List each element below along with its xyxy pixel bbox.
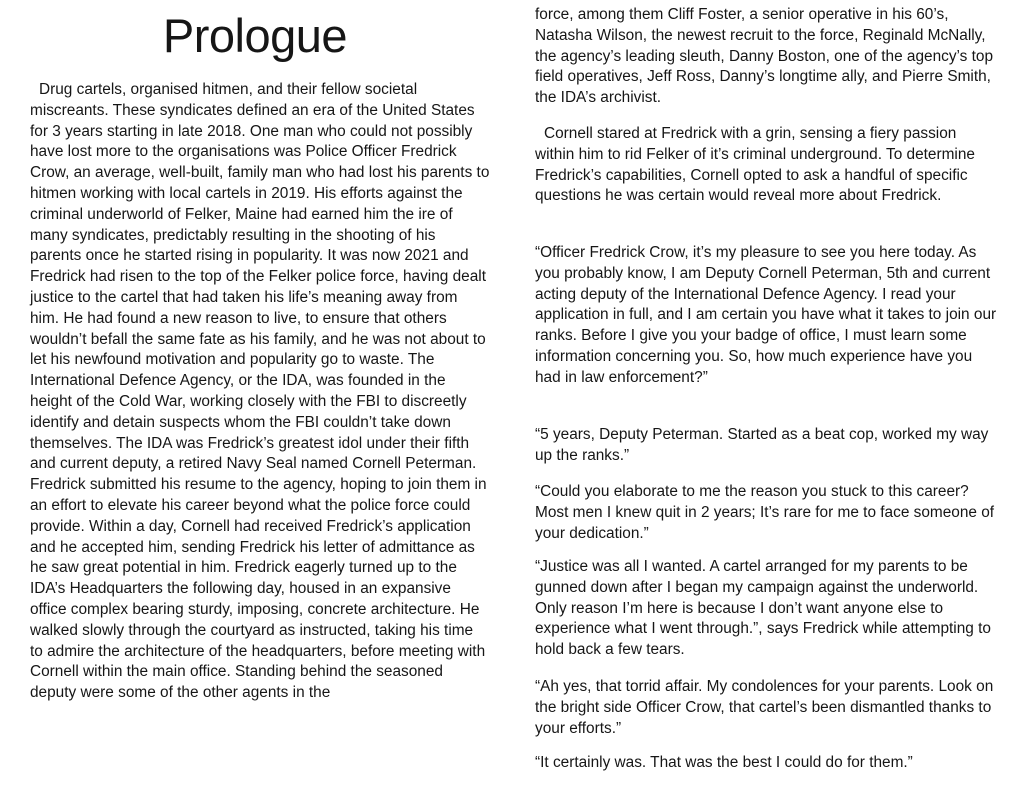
page-title: Prologue bbox=[162, 9, 348, 62]
dialogue-paragraph: “Justice was all I wanted. A cartel arranged for my parents to be gunned down after I began my campaign against the underworld. Only reason I’m here is because I don’t want anyone else to experience what I went through.”, says Fredrick while attempting to hold back a few tears. bbox=[535, 558, 991, 659]
cornell-paragraph: Cornell stared at Fredrick with a grin, sensing a fiery passion within him to rid Felker of it’s criminal underground. To determine Fredrick’s capabilities, Cornell opted to ask a handful of specific questions he was certain would reveal more about Fredrick. bbox=[535, 125, 975, 205]
dialogue-paragraph: “Ah yes, that torrid affair. My condolences for your parents. Look on the bright side Officer Crow, that cartel’s been dismantled thanks to your efforts.” bbox=[535, 678, 994, 737]
dialogue-paragraph: “5 years, Deputy Peterman. Started as a beat cop, worked my way up the ranks.” bbox=[535, 426, 989, 464]
dialogue-paragraph: “It certainly was. That was the best I could do for them.” bbox=[535, 754, 913, 771]
dialogue-paragraph: “Officer Fredrick Crow, it’s my pleasure to see you here today. As you probably know, I am Deputy Cornell Peterman, 5th and current acting deputy of the International Defence Agency. I read your application in full, and I am certain you have what it takes to join our ranks. Before I give you your badge of office, I must learn some information concerning you. So, how much experience have you had in law enforcement?” bbox=[535, 244, 997, 386]
agents-paragraph: force, among them Cliff Foster, a senior operative in his 60’s, Natasha Wilson, the newest recruit to the force, Reginald McNally, the agency’s leading sleuth, Danny Boston, one of the agency’s top field operatives, Jeff Ross, Danny’s longtime ally, and Pierre Smith, the IDA’s archivist. bbox=[535, 6, 994, 107]
prologue-paragraph: Drug cartels, organised hitmen, and their fellow societal miscreants. These syndicates defined an era of the United States for 3 years starting in late 2018. One man who could not possibly have lost more to the organisations was Police Officer Fredrick Crow, an average, well-built, family man who had lost his parents to hitmen working with local cartels in 2019. His efforts against the criminal underworld of Felker, Maine had earned him the ire of many syndicates, predictably resulting in the shooting of his parents once he started rising in popularity. It was now 2021 and Fredrick had risen to the top of the Felker police force, having dealt justice to the cartel that had taken his life’s meaning away from him. He had found a new reason to live, to ensure that others wouldn’t befall the same fate as his family, and he was not about to let his newfound motivation and popularity go to waste. The International Defence Agency, or the IDA, was founded in the height of the Cold War, working closely with the FBI to discreetly identify and detain suspects whom the FBI couldn’t take down themselves. The IDA was Fredrick’s greatest idol under their fifth and current deputy, a retired Navy Seal named Cornell Peterman. Fredrick submitted his resume to the agency, hoping to join them in an effort to elevate his career beyond what the police force could provide. Within a day, Cornell had received Fredrick’s application and he accepted him, sending Fredrick his letter of admittance as he saw great potential in him. Fredrick eagerly turned up to the IDA’s Headquarters the following day, housed in an expansive office complex bearing sturdy, imposing, concrete architecture. He walked slowly through the courtyard as instructed, taking his time to admire the architecture of the headquarters, before meeting with Cornell within the main office. Standing behind the seasoned deputy were some of the other agents in the bbox=[30, 81, 490, 702]
dialogue-paragraph: “Could you elaborate to me the reason you stuck to this career? Most men I knew quit in 2 years; It’s rare for me to face someone of your dedication.” bbox=[535, 483, 995, 542]
